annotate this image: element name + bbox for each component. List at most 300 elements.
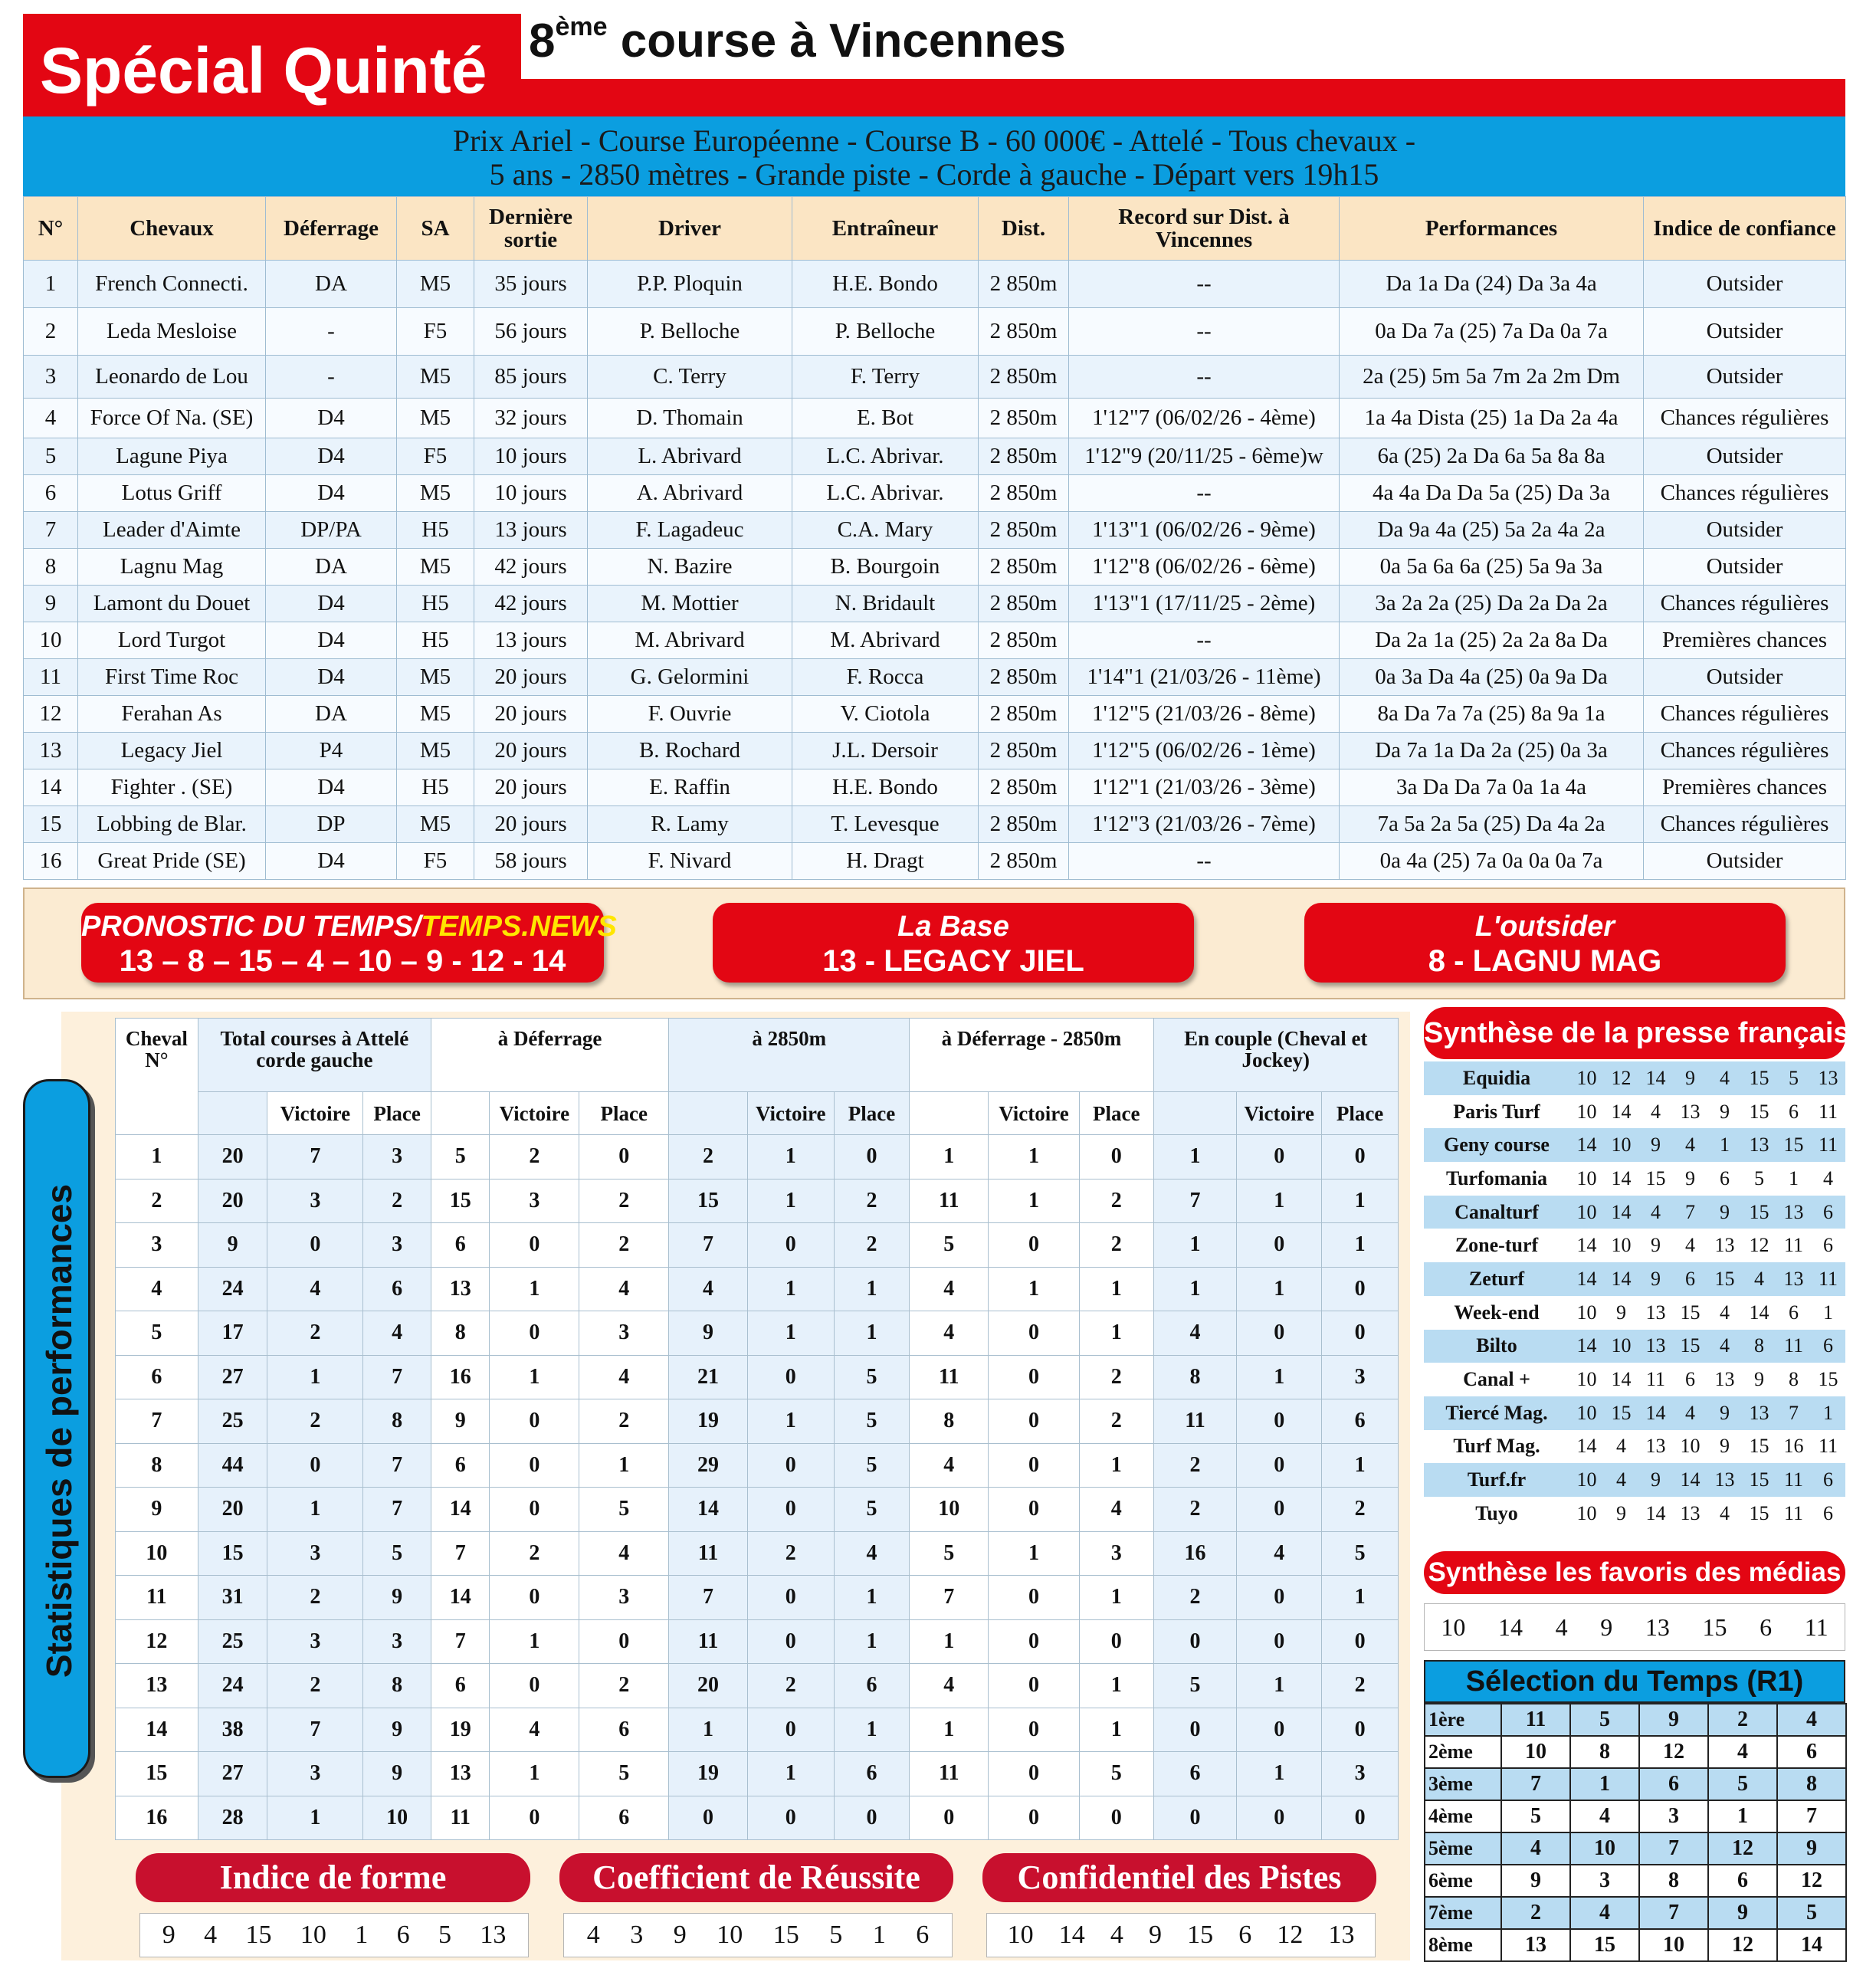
stats-cell: 0 <box>989 1488 1080 1532</box>
selection-rank: 6ème <box>1425 1865 1501 1897</box>
cell-number: 3 <box>24 356 78 399</box>
stats-cell: 15 <box>431 1179 490 1223</box>
cell-trainer: H.E. Bondo <box>792 769 979 806</box>
stats-cell: 1 <box>747 1179 834 1223</box>
stats-cell: 0 <box>989 1619 1080 1664</box>
stats-header-row-1 <box>116 1019 1399 1092</box>
stats-col-couple: En couple (Cheval et Jockey) <box>1153 1019 1398 1092</box>
stats-cell: 15 <box>198 1531 267 1576</box>
stats-cell: 6 <box>579 1796 669 1840</box>
press-pick: 15 <box>1742 1430 1776 1464</box>
press-source-name: Turfomania <box>1424 1162 1569 1196</box>
stats-cell: 0 <box>989 1443 1080 1488</box>
stats-cell: 2 <box>1079 1179 1153 1223</box>
strip-value: 13 <box>1645 1613 1670 1641</box>
press-pick: 9 <box>1707 1196 1742 1229</box>
stats-cell: 3 <box>267 1179 363 1223</box>
cell-distance: 2 850m <box>979 659 1069 696</box>
selection-title: Sélection du Temps (R1) <box>1424 1660 1845 1703</box>
stats-cell: 9 <box>669 1311 748 1356</box>
stats-cell: 24 <box>198 1267 267 1311</box>
stats-cell: 1 <box>747 1311 834 1356</box>
cell-distance: 2 850m <box>979 769 1069 806</box>
selection-pick: 4 <box>1570 1897 1639 1929</box>
outsider-label: L'outsider <box>1474 910 1615 943</box>
stats-cell: 4 <box>1237 1531 1322 1576</box>
stats-cell: 2 <box>747 1531 834 1576</box>
stats-row <box>116 1223 1399 1268</box>
indice-forme-label: Indice de forme <box>136 1853 530 1902</box>
cell-trainer: M. Abrivard <box>792 622 979 659</box>
stats-cell: 1 <box>267 1796 363 1840</box>
press-pick: 6 <box>1673 1262 1707 1296</box>
stats-cell: 4 <box>579 1267 669 1311</box>
cell-record: -- <box>1069 308 1340 356</box>
cell-last-run: 42 jours <box>474 549 588 586</box>
stats-cell: 0 <box>989 1576 1080 1620</box>
cell-last-run: 10 jours <box>474 438 588 475</box>
strip-value: 15 <box>245 1921 272 1949</box>
stats-cell: 2 <box>1153 1576 1237 1620</box>
press-pick: 1 <box>1811 1396 1845 1430</box>
stats-col-dist: à 2850m <box>669 1019 910 1092</box>
stats-sub-blank <box>431 1092 490 1135</box>
press-pick: 9 <box>1638 1229 1673 1262</box>
press-pick: 4 <box>1673 1128 1707 1162</box>
cell-number: 4 <box>24 399 78 438</box>
strip-value: 15 <box>772 1921 799 1949</box>
press-pick: 15 <box>1742 1061 1776 1095</box>
cell-sa: F5 <box>397 843 474 880</box>
stats-cell: 0 <box>989 1752 1080 1796</box>
runners-table <box>23 196 1846 880</box>
stats-cell: 2 <box>1153 1488 1237 1532</box>
stats-cell: 5 <box>363 1531 431 1576</box>
stats-cell: 0 <box>490 1664 579 1708</box>
press-pick: 11 <box>1638 1363 1673 1396</box>
press-pick: 13 <box>1638 1430 1673 1464</box>
stats-cell: 6 <box>834 1664 910 1708</box>
cell-confidence: Outsider <box>1644 843 1846 880</box>
stats-cell: 8 <box>431 1311 490 1356</box>
runner-row <box>24 659 1846 696</box>
stats-cell: 0 <box>267 1223 363 1268</box>
stats-cell: 1 <box>1237 1752 1322 1796</box>
cell-driver: R. Lamy <box>588 806 792 843</box>
cell-number: 9 <box>24 586 78 622</box>
press-source-name: Canal + <box>1424 1363 1569 1396</box>
cell-horse: Ferahan As <box>78 696 266 733</box>
selection-pick: 4 <box>1570 1800 1639 1832</box>
press-pick: 6 <box>1811 1229 1845 1262</box>
cell-distance: 2 850m <box>979 586 1069 622</box>
strip-value: 6 <box>916 1921 930 1949</box>
col-confidence: Indice de confiance <box>1644 197 1846 261</box>
cell-performances: 2a (25) 5m 5a 7m 2a 2m Dm <box>1340 356 1644 399</box>
selection-pick: 8 <box>1570 1736 1639 1768</box>
stats-cell: 2 <box>490 1531 579 1576</box>
strip-value: 9 <box>1600 1613 1613 1641</box>
selection-pick: 7 <box>1639 1897 1708 1929</box>
stats-cell: 14 <box>431 1576 490 1620</box>
press-pick: 1 <box>1776 1162 1811 1196</box>
stats-cell: 11 <box>669 1619 748 1664</box>
stats-cell: 5 <box>834 1488 910 1532</box>
stats-cell: 2 <box>579 1179 669 1223</box>
stats-cell: 1 <box>267 1488 363 1532</box>
press-pick: 11 <box>1776 1229 1811 1262</box>
press-row <box>1424 1396 1845 1430</box>
press-pick: 8 <box>1776 1363 1811 1396</box>
stats-cell: 0 <box>989 1708 1080 1752</box>
cell-record: -- <box>1069 475 1340 512</box>
cell-deferrage: DA <box>266 696 397 733</box>
cell-trainer: L.C. Abrivar. <box>792 438 979 475</box>
stats-cell: 3 <box>363 1223 431 1268</box>
cell-trainer: T. Levesque <box>792 806 979 843</box>
col-trainer: Entraîneur <box>792 197 979 261</box>
cell-last-run: 58 jours <box>474 843 588 880</box>
stats-cell: 0 <box>1322 1619 1399 1664</box>
cell-horse: Leda Mesloise <box>78 308 266 356</box>
stats-cell: 20 <box>198 1179 267 1223</box>
cell-deferrage: D4 <box>266 622 397 659</box>
stats-cell: 11 <box>669 1531 748 1576</box>
stats-sub-victoire: Victoire <box>1237 1092 1322 1135</box>
cell-sa: M5 <box>397 733 474 769</box>
stats-cell: 2 <box>267 1576 363 1620</box>
stats-cell: 8 <box>363 1664 431 1708</box>
cell-record: 1'13"1 (06/02/26 - 9ème) <box>1069 512 1340 549</box>
press-pick: 4 <box>1673 1396 1707 1430</box>
stats-row <box>116 1399 1399 1444</box>
strip-value: 6 <box>396 1921 410 1949</box>
stats-cell: 7 <box>1153 1179 1237 1223</box>
press-pick: 9 <box>1707 1396 1742 1430</box>
stats-cell: 0 <box>747 1619 834 1664</box>
press-pick: 10 <box>1569 1497 1604 1531</box>
col-record: Record sur Dist. à Vincennes <box>1069 197 1340 261</box>
strip-value: 4 <box>1555 1613 1568 1641</box>
stats-cell: 19 <box>669 1399 748 1444</box>
cell-confidence: Premières chances <box>1644 622 1846 659</box>
stats-cell-horse: 16 <box>116 1796 198 1840</box>
stats-row <box>116 1752 1399 1796</box>
press-row <box>1424 1162 1845 1196</box>
selection-pick: 4 <box>1708 1736 1777 1768</box>
stats-cell: 0 <box>490 1399 579 1444</box>
press-pick: 14 <box>1569 1430 1604 1464</box>
cell-distance: 2 850m <box>979 399 1069 438</box>
stats-cell: 0 <box>1079 1135 1153 1179</box>
course-number-suffix: ème <box>555 12 608 42</box>
stats-sub-blank <box>910 1092 989 1135</box>
stats-cell: 1 <box>1079 1576 1153 1620</box>
press-source-name: Week-end <box>1424 1296 1569 1330</box>
press-row <box>1424 1095 1845 1129</box>
page-title: Spécial Quinté <box>40 34 487 107</box>
runner-row <box>24 308 1846 356</box>
cell-sa: F5 <box>397 308 474 356</box>
cell-deferrage: DA <box>266 261 397 308</box>
cell-record: 1'12"7 (06/02/26 - 4ème) <box>1069 399 1340 438</box>
press-pick: 6 <box>1811 1463 1845 1497</box>
press-pick: 6 <box>1707 1162 1742 1196</box>
cell-distance: 2 850m <box>979 308 1069 356</box>
selection-pick: 1 <box>1570 1768 1639 1800</box>
cell-deferrage: D4 <box>266 438 397 475</box>
cell-last-run: 13 jours <box>474 622 588 659</box>
selection-pick: 10 <box>1639 1929 1708 1961</box>
strip-value: 4 <box>586 1921 600 1949</box>
press-pick: 4 <box>1673 1229 1707 1262</box>
stats-cell: 1 <box>834 1311 910 1356</box>
outsider-value: 8 - LAGNU MAG <box>1428 944 1662 978</box>
cell-record: 1'12"5 (06/02/26 - 1ème) <box>1069 733 1340 769</box>
stats-cell: 1 <box>1322 1223 1399 1268</box>
cell-deferrage: D4 <box>266 586 397 622</box>
stats-cell: 0 <box>267 1443 363 1488</box>
cell-driver: N. Bazire <box>588 549 792 586</box>
stats-cell: 2 <box>669 1135 748 1179</box>
cell-last-run: 10 jours <box>474 475 588 512</box>
cell-distance: 2 850m <box>979 733 1069 769</box>
press-pick: 5 <box>1742 1162 1776 1196</box>
stats-cell: 6 <box>363 1267 431 1311</box>
stats-cell: 11 <box>910 1752 989 1796</box>
cell-number: 12 <box>24 696 78 733</box>
cell-record: -- <box>1069 261 1340 308</box>
stats-cell: 0 <box>1237 1796 1322 1840</box>
stats-cell: 20 <box>198 1135 267 1179</box>
stats-cell: 1 <box>1079 1443 1153 1488</box>
press-pick: 14 <box>1604 1196 1638 1229</box>
cell-driver: D. Thomain <box>588 399 792 438</box>
cell-driver: C. Terry <box>588 356 792 399</box>
stats-cell: 1 <box>490 1752 579 1796</box>
cell-trainer: H. Dragt <box>792 843 979 880</box>
selection-pick: 9 <box>1708 1897 1777 1929</box>
cell-confidence: Outsider <box>1644 308 1846 356</box>
selection-pick: 4 <box>1501 1832 1570 1865</box>
press-pick: 10 <box>1569 1396 1604 1430</box>
cell-sa: H5 <box>397 586 474 622</box>
stats-cell: 9 <box>363 1708 431 1752</box>
stats-cell: 4 <box>910 1664 989 1708</box>
cell-performances: 0a 4a (25) 7a 0a 0a 0a 7a <box>1340 843 1644 880</box>
stats-row <box>116 1267 1399 1311</box>
stats-sub-victoire: Victoire <box>490 1092 579 1135</box>
stats-cell: 6 <box>1153 1752 1237 1796</box>
stats-cell: 6 <box>431 1223 490 1268</box>
cell-horse: Lobbing de Blar. <box>78 806 266 843</box>
stats-cell: 17 <box>198 1311 267 1356</box>
stats-cell: 7 <box>669 1576 748 1620</box>
stats-cell: 2 <box>267 1399 363 1444</box>
stats-row <box>116 1179 1399 1223</box>
stats-cell: 1 <box>747 1752 834 1796</box>
stats-sub-place: Place <box>1079 1092 1153 1135</box>
press-pick: 15 <box>1742 1196 1776 1229</box>
strip-value: 15 <box>1187 1921 1214 1949</box>
cell-last-run: 56 jours <box>474 308 588 356</box>
selection-pick: 13 <box>1501 1929 1570 1961</box>
press-pick: 4 <box>1811 1162 1845 1196</box>
stats-cell: 3 <box>490 1179 579 1223</box>
runner-row <box>24 622 1846 659</box>
selection-pick: 6 <box>1777 1736 1846 1768</box>
stats-cell: 5 <box>834 1355 910 1399</box>
press-pick: 15 <box>1673 1296 1707 1330</box>
stats-cell: 11 <box>1153 1399 1237 1444</box>
cell-record: 1'12"3 (21/03/26 - 7ème) <box>1069 806 1340 843</box>
selection-row <box>1425 1929 1846 1961</box>
press-pick: 11 <box>1811 1430 1845 1464</box>
cell-performances: 8a Da 7a 7a (25) 8a 9a 1a <box>1340 696 1644 733</box>
cell-confidence: Outsider <box>1644 659 1846 696</box>
stats-cell-horse: 3 <box>116 1223 198 1268</box>
selection-row <box>1425 1865 1846 1897</box>
cell-performances: 0a 3a Da 4a (25) 0a 9a Da <box>1340 659 1644 696</box>
stats-cell: 7 <box>669 1223 748 1268</box>
cell-number: 15 <box>24 806 78 843</box>
stats-cell: 0 <box>989 1355 1080 1399</box>
press-row <box>1424 1363 1845 1396</box>
strip-value: 14 <box>1058 1921 1085 1949</box>
stats-cell: 4 <box>910 1311 989 1356</box>
selection-pick: 5 <box>1570 1704 1639 1736</box>
press-pick: 13 <box>1742 1396 1776 1430</box>
stats-cell: 7 <box>431 1619 490 1664</box>
stats-cell: 1 <box>910 1619 989 1664</box>
press-pick: 15 <box>1673 1330 1707 1363</box>
press-row <box>1424 1262 1845 1296</box>
stats-cell: 16 <box>431 1355 490 1399</box>
press-pick: 15 <box>1638 1162 1673 1196</box>
press-pick: 4 <box>1604 1463 1638 1497</box>
stats-cell: 1 <box>989 1135 1080 1179</box>
stats-row <box>116 1796 1399 1840</box>
strip-value: 4 <box>1110 1921 1123 1949</box>
press-title: Synthèse de la presse française <box>1424 1007 1845 1059</box>
press-pick: 9 <box>1707 1095 1742 1129</box>
selection-pick: 7 <box>1501 1768 1570 1800</box>
course-venue: course à Vincennes <box>607 15 1067 67</box>
stats-sub-victoire: Victoire <box>989 1092 1080 1135</box>
stats-cell: 0 <box>1237 1443 1322 1488</box>
stats-cell: 1 <box>989 1179 1080 1223</box>
selection-table <box>1424 1703 1847 1962</box>
press-pick: 15 <box>1707 1262 1742 1296</box>
stats-cell: 4 <box>669 1267 748 1311</box>
press-pick: 13 <box>1707 1463 1742 1497</box>
cell-last-run: 42 jours <box>474 586 588 622</box>
selection-pick: 3 <box>1570 1865 1639 1897</box>
cell-performances: 3a 2a 2a (25) Da 2a Da 2a <box>1340 586 1644 622</box>
selection-rank: 3ème <box>1425 1768 1501 1800</box>
runner-row <box>24 399 1846 438</box>
stats-cell: 5 <box>579 1752 669 1796</box>
cell-sa: M5 <box>397 806 474 843</box>
cell-record: -- <box>1069 843 1340 880</box>
cell-number: 6 <box>24 475 78 512</box>
coefficient-reussite-values <box>563 1913 953 1957</box>
stats-cell: 2 <box>834 1179 910 1223</box>
stats-row <box>116 1488 1399 1532</box>
selection-pick: 15 <box>1570 1929 1639 1961</box>
la-base-box <box>713 903 1194 983</box>
stats-cell: 0 <box>1237 1399 1322 1444</box>
press-pick: 13 <box>1811 1061 1845 1095</box>
confidentiel-pistes-values <box>986 1913 1376 1957</box>
cell-performances: Da 2a 1a (25) 2a 2a 8a Da <box>1340 622 1644 659</box>
stats-cell: 5 <box>431 1135 490 1179</box>
stats-cell: 0 <box>989 1399 1080 1444</box>
cell-distance: 2 850m <box>979 622 1069 659</box>
press-pick: 10 <box>1569 1363 1604 1396</box>
col-driver: Driver <box>588 197 792 261</box>
stats-cell: 1 <box>834 1708 910 1752</box>
stats-cell: 13 <box>431 1267 490 1311</box>
stats-row <box>116 1311 1399 1356</box>
press-source-name: Canalturf <box>1424 1196 1569 1229</box>
stats-cell: 0 <box>1237 1488 1322 1532</box>
press-pick: 4 <box>1707 1330 1742 1363</box>
stats-cell: 5 <box>1079 1752 1153 1796</box>
cell-number: 7 <box>24 512 78 549</box>
stats-cell-horse: 5 <box>116 1311 198 1356</box>
press-pick: 13 <box>1638 1296 1673 1330</box>
cell-deferrage: D4 <box>266 399 397 438</box>
selection-pick: 6 <box>1639 1768 1708 1800</box>
stats-cell: 1 <box>1322 1179 1399 1223</box>
stats-cell: 1 <box>1237 1267 1322 1311</box>
stats-row <box>116 1664 1399 1708</box>
stats-cell: 0 <box>490 1311 579 1356</box>
stats-cell: 0 <box>1237 1311 1322 1356</box>
selection-rank: 5ème <box>1425 1832 1501 1865</box>
stats-cell: 3 <box>1079 1531 1153 1576</box>
cell-deferrage: P4 <box>266 733 397 769</box>
stats-cell: 31 <box>198 1576 267 1620</box>
cell-confidence: Outsider <box>1644 549 1846 586</box>
press-pick: 15 <box>1776 1128 1811 1162</box>
cell-sa: H5 <box>397 512 474 549</box>
stats-cell: 5 <box>579 1488 669 1532</box>
cell-performances: 0a Da 7a (25) 7a Da 0a 7a <box>1340 308 1644 356</box>
stats-side-tab <box>23 1079 90 1778</box>
cell-trainer: F. Terry <box>792 356 979 399</box>
press-row <box>1424 1128 1845 1162</box>
stats-cell: 11 <box>910 1179 989 1223</box>
press-pick: 8 <box>1742 1330 1776 1363</box>
cell-horse: Lotus Griff <box>78 475 266 512</box>
press-pick: 14 <box>1569 1128 1604 1162</box>
strip-value: 10 <box>1007 1921 1034 1949</box>
press-row <box>1424 1330 1845 1363</box>
cell-horse: Legacy Jiel <box>78 733 266 769</box>
stats-cell: 1 <box>910 1708 989 1752</box>
stats-cell: 1 <box>834 1619 910 1664</box>
stats-cell: 0 <box>1079 1796 1153 1840</box>
stats-cell: 9 <box>363 1752 431 1796</box>
press-pick: 14 <box>1569 1330 1604 1363</box>
stats-cell: 5 <box>1153 1664 1237 1708</box>
press-pick: 14 <box>1569 1262 1604 1296</box>
press-pick: 10 <box>1569 1463 1604 1497</box>
stats-cell: 20 <box>669 1664 748 1708</box>
race-info-line-1: Prix Ariel - Course Européenne - Course B - 60 000€ - Attelé - Tous chevaux - <box>452 123 1416 158</box>
